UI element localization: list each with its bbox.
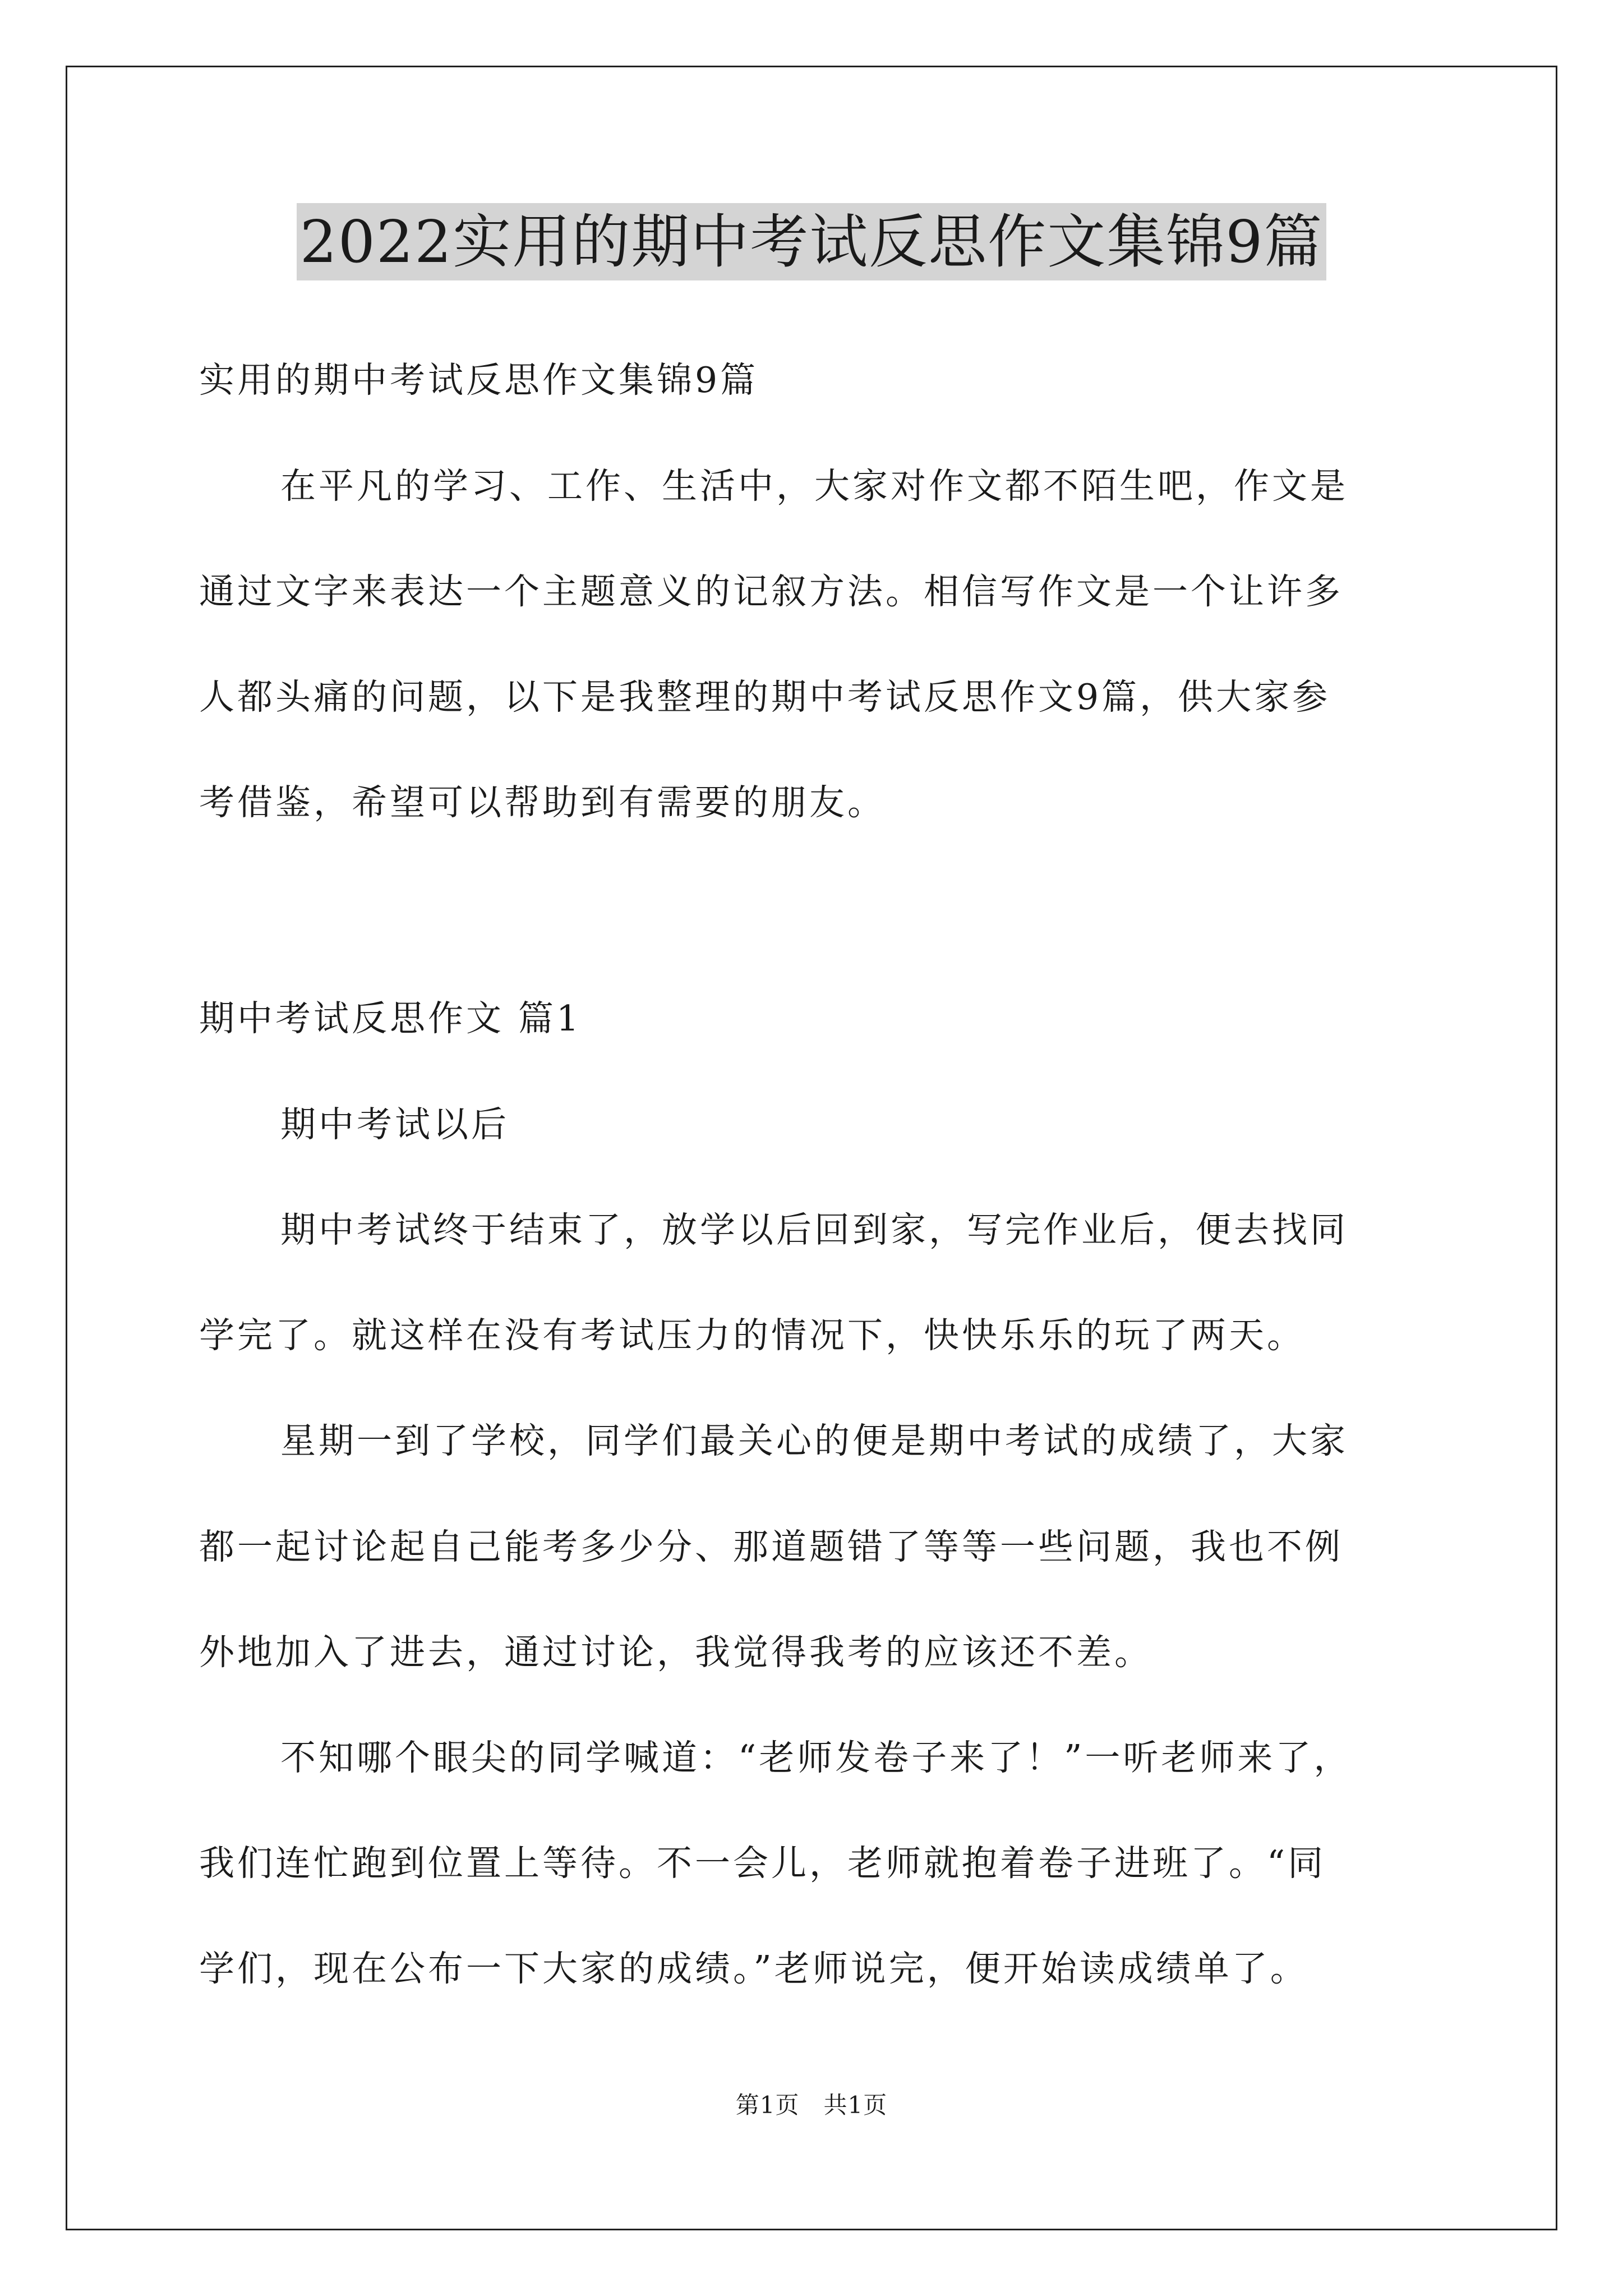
title-container bbox=[0, 203, 1623, 280]
body-line-3: 星期一到了学校，同学们最关心的便是期中考试的成绩了，大家 bbox=[280, 1420, 1348, 1461]
body-line-7: 我们连忙跑到位置上等待。不一会儿，老师就抱着卷子进班了。“同 bbox=[199, 1843, 1326, 1884]
body-line-2: 学完了。就这样在没有考试压力的情况下，快快乐乐的玩了两天。 bbox=[199, 1315, 1305, 1356]
body-line-1: 期中考试终于结束了，放学以后回到家，写完作业后，便去找同 bbox=[280, 1209, 1348, 1250]
body-line-6: 不知哪个眼尖的同学喊道：“老师发卷子来了！”一听老师来了， bbox=[280, 1737, 1352, 1778]
intro-line-4: 考借鉴，希望可以帮助到有需要的朋友。 bbox=[199, 782, 886, 823]
essay-title: 期中考试以后 bbox=[280, 1104, 509, 1145]
body-line-5: 外地加入了进去，通过讨论，我觉得我考的应该还不差。 bbox=[199, 1632, 1152, 1673]
intro-line-3: 人都头痛的问题，以下是我整理的期中考试反思作文9篇，供大家参 bbox=[199, 677, 1331, 717]
intro-line-2: 通过文字来表达一个主题意义的记叙方法。相信写作文是一个让许多 bbox=[199, 571, 1343, 612]
document-subtitle: 实用的期中考试反思作文集锦9篇 bbox=[199, 360, 759, 401]
intro-line-1: 在平凡的学习、工作、生活中，大家对作文都不陌生吧，作文是 bbox=[280, 466, 1348, 507]
body-line-4: 都一起讨论起自己能考多少分、那道题错了等等一些问题，我也不例 bbox=[199, 1526, 1343, 1567]
document-title: 2022实用的期中考试反思作文集锦9篇 bbox=[297, 203, 1327, 280]
section-heading: 期中考试反思作文 篇1 bbox=[199, 998, 582, 1039]
page-footer: 第1页 共1页 bbox=[735, 2091, 888, 2119]
body-line-8: 学们，现在公布一下大家的成绩。”老师说完，便开始读成绩单了。 bbox=[199, 1948, 1308, 1989]
